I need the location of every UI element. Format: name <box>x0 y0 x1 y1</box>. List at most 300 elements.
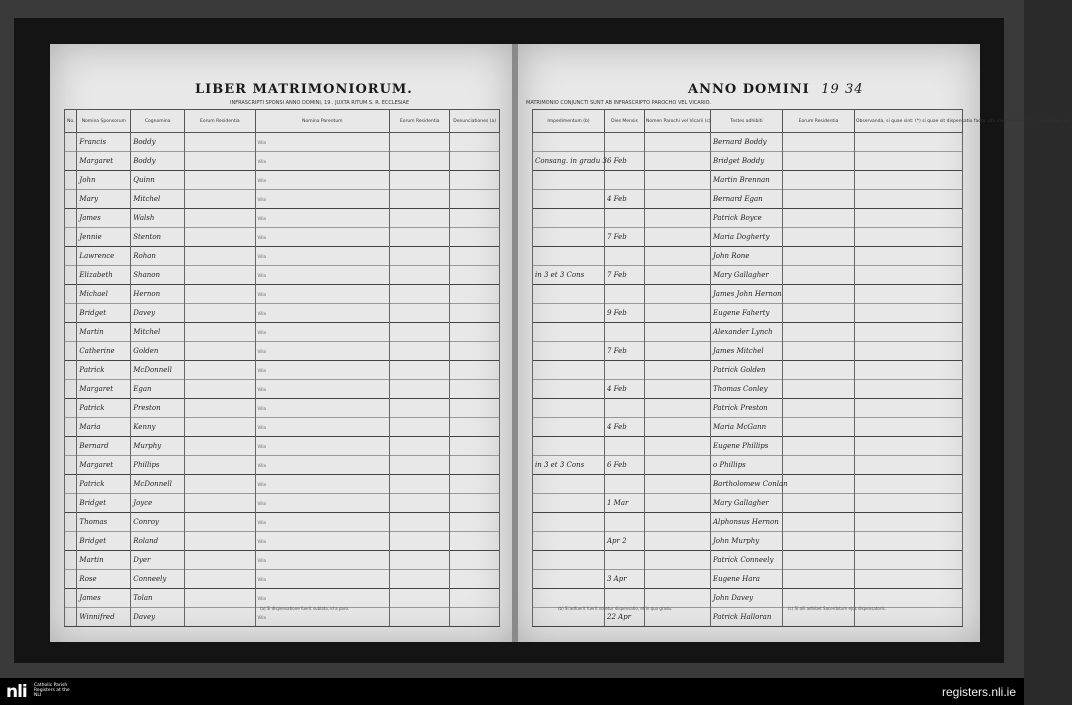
priest-cell <box>645 228 711 247</box>
groom-parents <box>255 133 390 152</box>
witness-name: Patrick Preston <box>711 399 783 418</box>
bride-given-name: Elizabeth <box>77 266 131 285</box>
table-row <box>533 399 963 418</box>
left-page-title: LIBER MATRIMONIORUM. <box>195 82 413 97</box>
witness-name: John Murphy <box>711 532 783 551</box>
date-cell: 9 Feb <box>605 304 645 323</box>
entry-number-cell <box>65 380 77 399</box>
denunciations-cell <box>450 266 500 285</box>
table-row <box>65 380 500 399</box>
denunciations-cell <box>450 133 500 152</box>
groom-parents-residence <box>390 475 450 494</box>
villa-label: Villa <box>257 254 266 259</box>
denunciations-cell <box>450 532 500 551</box>
observations-cell <box>855 399 963 418</box>
priest-cell <box>645 551 711 570</box>
table-row <box>65 551 500 570</box>
groom-given-name: Lawrence <box>77 247 131 266</box>
observations-cell <box>855 361 963 380</box>
right-column-header: Impedimentum (b) <box>533 110 605 133</box>
denunciations-cell <box>450 551 500 570</box>
observations-cell <box>855 380 963 399</box>
witness-name: Bridget Boddy <box>711 152 783 171</box>
observations-cell <box>855 437 963 456</box>
bride-residence <box>185 304 255 323</box>
witness-residence <box>783 361 855 380</box>
bride-surname: Davey <box>131 608 185 627</box>
table-row <box>65 152 500 171</box>
date-cell: 4 Feb <box>605 380 645 399</box>
table-row <box>533 285 963 304</box>
left-register-table <box>64 109 500 627</box>
groom-surname: Mitchel <box>131 323 185 342</box>
groom-given-name: Francis <box>77 133 131 152</box>
date-cell: 3 Apr <box>605 570 645 589</box>
priest-cell <box>645 589 711 608</box>
table-row <box>533 361 963 380</box>
bride-given-name: Margaret <box>77 456 131 475</box>
bride-surname: Roland <box>131 532 185 551</box>
denunciations-cell <box>450 513 500 532</box>
date-cell <box>605 247 645 266</box>
witness-name: John Rone <box>711 247 783 266</box>
table-row <box>533 228 963 247</box>
priest-cell <box>645 266 711 285</box>
priest-cell <box>645 209 711 228</box>
witness-residence <box>783 171 855 190</box>
table-row <box>65 228 500 247</box>
table-row <box>533 152 963 171</box>
groom-parents <box>255 475 390 494</box>
table-row <box>533 266 963 285</box>
priest-cell <box>645 171 711 190</box>
witness-name: Eugene Faherty <box>711 304 783 323</box>
priest-cell <box>645 513 711 532</box>
observations-cell <box>855 323 963 342</box>
bride-residence <box>185 532 255 551</box>
witness-residence <box>783 418 855 437</box>
observations-cell <box>855 209 963 228</box>
right-page-subtitle: MATRIMONIO CONJUNCTI SUNT AB INFRASCRIPTO PAROCHO VEL VICARIO. <box>526 100 711 106</box>
witness-name: Mary Gallagher <box>711 494 783 513</box>
villa-label: Villa <box>257 425 266 430</box>
site-link[interactable]: registers.nli.ie <box>941 685 1016 699</box>
villa-label: Villa <box>257 368 266 373</box>
bride-parents <box>255 418 390 437</box>
groom-residence <box>185 323 255 342</box>
groom-parents <box>255 209 390 228</box>
witness-residence <box>783 437 855 456</box>
priest-cell <box>645 323 711 342</box>
witness-name: Maria Dogherty <box>711 228 783 247</box>
bride-parents <box>255 190 390 209</box>
bride-residence <box>185 190 255 209</box>
observations-cell <box>855 171 963 190</box>
groom-given-name: John <box>77 171 131 190</box>
villa-label: Villa <box>257 444 266 449</box>
observations-cell <box>855 475 963 494</box>
table-row <box>533 304 963 323</box>
bride-surname: Stenton <box>131 228 185 247</box>
groom-parents <box>255 247 390 266</box>
witness-name: Martin Brennan <box>711 171 783 190</box>
right-page <box>518 44 1072 642</box>
groom-surname: Hernon <box>131 285 185 304</box>
denunciations-cell <box>450 475 500 494</box>
denunciations-cell <box>450 285 500 304</box>
priest-cell <box>645 494 711 513</box>
witness-name: Bernard Egan <box>711 190 783 209</box>
right-column-header: Nomen Parochi vel Vicarii (c) <box>645 110 711 133</box>
groom-given-name: Martin <box>77 551 131 570</box>
groom-residence <box>185 209 255 228</box>
witness-name: Bartholomew Conlan <box>711 475 783 494</box>
bride-surname: Mitchel <box>131 190 185 209</box>
groom-parents-residence <box>390 513 450 532</box>
impediment-cell <box>533 228 605 247</box>
observations-cell <box>855 228 963 247</box>
right-page-title-text: ANNO DOMINI <box>688 82 810 97</box>
groom-given-name: Bernard <box>77 437 131 456</box>
table-row <box>65 532 500 551</box>
impediment-cell <box>533 190 605 209</box>
witness-name: Mary Gallagher <box>711 266 783 285</box>
denunciations-cell <box>450 171 500 190</box>
witness-name: Alphonsus Hernon <box>711 513 783 532</box>
denunciations-cell <box>450 608 500 627</box>
groom-given-name: Thomas <box>77 513 131 532</box>
impediment-cell <box>533 380 605 399</box>
denunciations-cell <box>450 589 500 608</box>
priest-cell <box>645 342 711 361</box>
witness-name: Alexander Lynch <box>711 323 783 342</box>
table-row <box>533 209 963 228</box>
witness-residence <box>783 209 855 228</box>
witness-residence <box>783 532 855 551</box>
bride-residence <box>185 342 255 361</box>
groom-parents <box>255 171 390 190</box>
impediment-cell <box>533 342 605 361</box>
priest-cell <box>645 570 711 589</box>
table-row <box>65 361 500 380</box>
witness-name: Bernard Boddy <box>711 133 783 152</box>
bride-parents <box>255 152 390 171</box>
priest-cell <box>645 247 711 266</box>
groom-residence <box>185 133 255 152</box>
right-column-header: Dies Mensis <box>605 110 645 133</box>
villa-label: Villa <box>257 235 266 240</box>
witness-name: Patrick Golden <box>711 361 783 380</box>
witness-name: Eugene Phillips <box>711 437 783 456</box>
denunciations-cell <box>450 323 500 342</box>
right-page-title <box>688 82 864 97</box>
denunciations-cell <box>450 437 500 456</box>
witness-name: Patrick Boyce <box>711 209 783 228</box>
table-row <box>533 532 963 551</box>
observations-cell <box>855 456 963 475</box>
impediment-cell <box>533 323 605 342</box>
denunciations-cell <box>450 209 500 228</box>
entry-number-cell <box>65 399 77 418</box>
date-cell: 4 Feb <box>605 190 645 209</box>
bride-given-name: Margaret <box>77 152 131 171</box>
left-column-header: Eorum Residentia <box>185 110 255 133</box>
villa-label: Villa <box>257 178 266 183</box>
observations-cell <box>855 133 963 152</box>
observations-cell <box>855 304 963 323</box>
bride-surname: Joyce <box>131 494 185 513</box>
table-row <box>65 304 500 323</box>
entry-number-cell <box>65 513 77 532</box>
right-footnote-2: (c) Si alii adhibet Sacerdotum ejus dispensatoris. <box>788 606 886 611</box>
table-row <box>65 247 500 266</box>
register-year: 19 34 <box>821 82 864 97</box>
table-row <box>65 570 500 589</box>
villa-label: Villa <box>257 615 266 620</box>
groom-parents <box>255 399 390 418</box>
groom-surname: Tolan <box>131 589 185 608</box>
witness-residence <box>783 247 855 266</box>
impediment-cell <box>533 361 605 380</box>
bride-given-name: Rose <box>77 570 131 589</box>
villa-label: Villa <box>257 406 266 411</box>
groom-residence <box>185 247 255 266</box>
bride-residence <box>185 608 255 627</box>
groom-given-name: Patrick <box>77 399 131 418</box>
bride-parents <box>255 570 390 589</box>
denunciations-cell <box>450 494 500 513</box>
groom-given-name: James <box>77 209 131 228</box>
priest-cell <box>645 475 711 494</box>
groom-residence <box>185 551 255 570</box>
entry-number-cell <box>65 551 77 570</box>
witness-name: Patrick Halloran <box>711 608 783 627</box>
table-row <box>65 456 500 475</box>
bride-residence <box>185 266 255 285</box>
date-cell: 4 Feb <box>605 418 645 437</box>
denunciations-cell <box>450 399 500 418</box>
impediment-cell: in 3 et 3 Cons <box>533 456 605 475</box>
date-cell: 22 Apr <box>605 608 645 627</box>
bride-parents-residence <box>390 228 450 247</box>
entry-number-cell <box>65 418 77 437</box>
entry-number-cell <box>65 323 77 342</box>
priest-cell <box>645 399 711 418</box>
priest-cell <box>645 304 711 323</box>
table-row <box>533 342 963 361</box>
villa-label: Villa <box>257 311 266 316</box>
impediment-cell <box>533 285 605 304</box>
bride-given-name: Bridget <box>77 494 131 513</box>
witness-residence <box>783 266 855 285</box>
villa-label: Villa <box>257 596 266 601</box>
villa-label: Villa <box>257 140 266 145</box>
entry-number-cell <box>65 152 77 171</box>
entry-number-cell <box>65 475 77 494</box>
witness-residence <box>783 323 855 342</box>
bride-given-name: Bridget <box>77 532 131 551</box>
entry-number-cell <box>65 494 77 513</box>
date-cell: Apr 2 <box>605 532 645 551</box>
bride-parents-residence <box>390 418 450 437</box>
groom-parents-residence <box>390 437 450 456</box>
bride-given-name: Margaret <box>77 380 131 399</box>
impediment-cell <box>533 399 605 418</box>
villa-label: Villa <box>257 292 266 297</box>
bride-parents-residence <box>390 190 450 209</box>
bride-surname: Conneely <box>131 570 185 589</box>
bride-residence <box>185 228 255 247</box>
table-row <box>533 171 963 190</box>
villa-label: Villa <box>257 463 266 468</box>
witness-residence <box>783 589 855 608</box>
bride-surname: Phillips <box>131 456 185 475</box>
entry-number-cell <box>65 285 77 304</box>
left-column-header: Nomina Sponsorum <box>77 110 131 133</box>
groom-parents <box>255 437 390 456</box>
groom-residence <box>185 285 255 304</box>
bride-surname: Shanon <box>131 266 185 285</box>
right-footnote-1: (b) Si adfuerit fuerit notetur dispensatio, et in quo gradu. <box>558 606 673 611</box>
bride-surname: Egan <box>131 380 185 399</box>
witness-residence <box>783 513 855 532</box>
priest-cell <box>645 361 711 380</box>
priest-cell <box>645 133 711 152</box>
groom-parents-residence <box>390 209 450 228</box>
bride-given-name: Bridget <box>77 304 131 323</box>
date-cell <box>605 171 645 190</box>
nli-logo[interactable]: nli <box>6 682 27 702</box>
site-footer <box>0 678 1024 705</box>
entry-number-cell <box>65 171 77 190</box>
witness-name: Maria McGann <box>711 418 783 437</box>
denunciations-cell <box>450 418 500 437</box>
date-cell <box>605 285 645 304</box>
witness-name: Thomas Conley <box>711 380 783 399</box>
villa-label: Villa <box>257 482 266 487</box>
groom-parents-residence <box>390 285 450 304</box>
groom-surname: McDonnell <box>131 475 185 494</box>
witness-name: o Phillips <box>711 456 783 475</box>
entry-number-cell <box>65 247 77 266</box>
table-row <box>533 133 963 152</box>
groom-surname: Dyer <box>131 551 185 570</box>
table-row <box>65 513 500 532</box>
bride-parents <box>255 228 390 247</box>
observations-cell <box>855 285 963 304</box>
entry-number-cell <box>65 190 77 209</box>
entry-number-cell <box>65 589 77 608</box>
impediment-cell <box>533 133 605 152</box>
date-cell <box>605 551 645 570</box>
bride-parents <box>255 532 390 551</box>
impediment-cell <box>533 494 605 513</box>
bride-parents-residence <box>390 608 450 627</box>
groom-parents <box>255 323 390 342</box>
table-row <box>533 437 963 456</box>
priest-cell <box>645 190 711 209</box>
observations-cell <box>855 342 963 361</box>
witness-name: John Davey <box>711 589 783 608</box>
impediment-cell <box>533 475 605 494</box>
entry-number-cell <box>65 437 77 456</box>
denunciations-cell <box>450 361 500 380</box>
entry-number-cell <box>65 209 77 228</box>
groom-parents-residence <box>390 171 450 190</box>
bride-parents <box>255 266 390 285</box>
villa-label: Villa <box>257 387 266 392</box>
groom-parents-residence <box>390 589 450 608</box>
date-cell <box>605 475 645 494</box>
entry-number-cell <box>65 456 77 475</box>
bride-surname: Kenny <box>131 418 185 437</box>
priest-cell <box>645 437 711 456</box>
groom-residence <box>185 589 255 608</box>
observations-cell <box>855 513 963 532</box>
observations-cell <box>855 247 963 266</box>
witness-name: Eugene Hara <box>711 570 783 589</box>
priest-cell <box>645 418 711 437</box>
bride-surname: Golden <box>131 342 185 361</box>
denunciations-cell <box>450 456 500 475</box>
impediment-cell <box>533 171 605 190</box>
table-row <box>65 209 500 228</box>
denunciations-cell <box>450 570 500 589</box>
witness-name: Patrick Conneely <box>711 551 783 570</box>
groom-surname: Rohan <box>131 247 185 266</box>
table-row <box>533 323 963 342</box>
impediment-cell: in 3 et 3 Cons <box>533 266 605 285</box>
bride-parents <box>255 494 390 513</box>
villa-label: Villa <box>257 577 266 582</box>
table-row <box>65 342 500 361</box>
table-row <box>533 494 963 513</box>
date-cell <box>605 133 645 152</box>
bride-residence <box>185 570 255 589</box>
table-row <box>65 190 500 209</box>
table-row <box>533 475 963 494</box>
left-page <box>50 44 512 642</box>
impediment-cell <box>533 589 605 608</box>
bride-parents-residence <box>390 570 450 589</box>
table-row <box>65 323 500 342</box>
groom-surname: Murphy <box>131 437 185 456</box>
table-row <box>65 171 500 190</box>
groom-parents-residence <box>390 551 450 570</box>
witness-residence <box>783 285 855 304</box>
villa-label: Villa <box>257 349 266 354</box>
table-row <box>533 513 963 532</box>
groom-given-name: Michael <box>77 285 131 304</box>
denunciations-cell <box>450 190 500 209</box>
groom-parents-residence <box>390 247 450 266</box>
groom-residence <box>185 475 255 494</box>
bride-parents <box>255 456 390 475</box>
right-column-header: Testes adhibiti <box>711 110 783 133</box>
bride-given-name: Maria <box>77 418 131 437</box>
observations-cell <box>855 551 963 570</box>
witness-residence <box>783 342 855 361</box>
groom-given-name: Martin <box>77 323 131 342</box>
table-row <box>65 475 500 494</box>
impediment-cell <box>533 532 605 551</box>
groom-residence <box>185 399 255 418</box>
table-row <box>65 133 500 152</box>
bride-parents <box>255 342 390 361</box>
groom-parents <box>255 551 390 570</box>
groom-parents-residence <box>390 361 450 380</box>
bride-surname: Boddy <box>131 152 185 171</box>
